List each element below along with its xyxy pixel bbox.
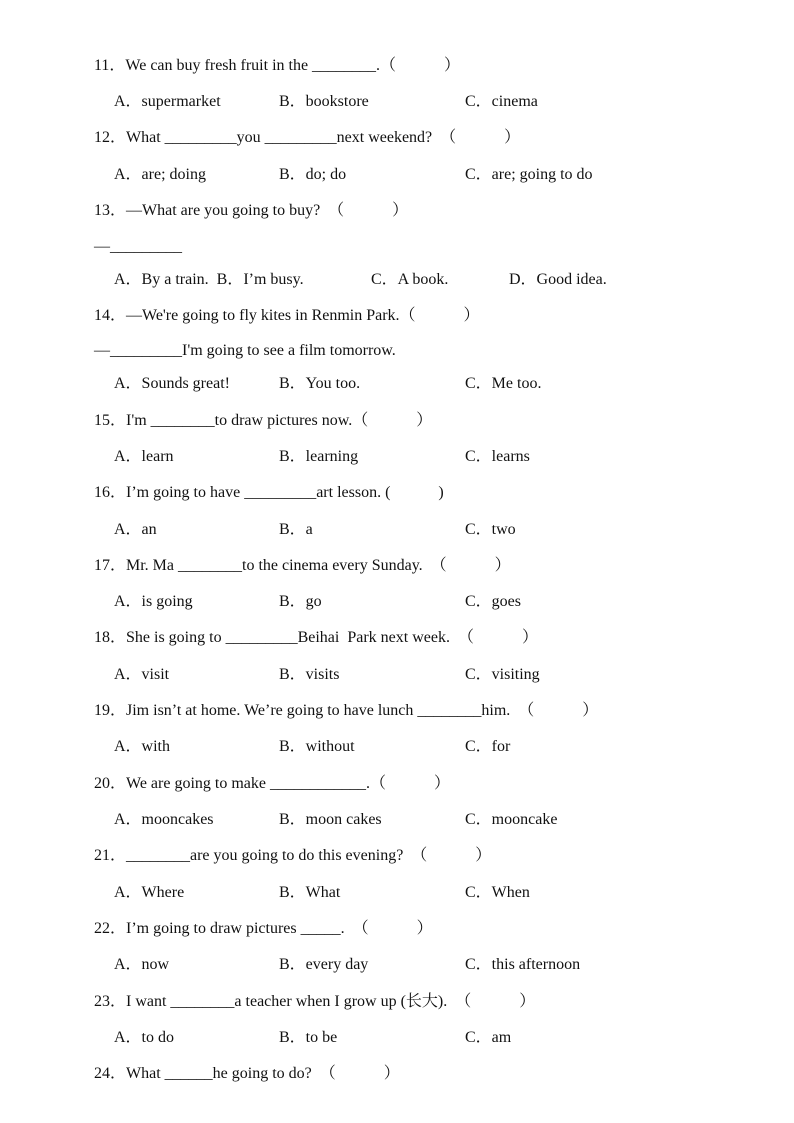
question-16-stem: 16．I’m going to have _________art lesson. ( ) xyxy=(94,484,444,501)
question-12-option-a: A．are; doing xyxy=(114,166,206,183)
question-12-option-c: C．are; going to do xyxy=(465,166,593,183)
question-13-option-d: D．Good idea. xyxy=(509,271,607,288)
question-13-stem: 13．—What are you going to buy? （ ） xyxy=(94,202,409,219)
question-13-option-ab: A．By a train. B．I’m busy. xyxy=(114,271,304,288)
question-23-option-b: B．to be xyxy=(279,1029,338,1046)
question-17-option-a: A．is going xyxy=(114,593,193,610)
question-17-option-b: B．go xyxy=(279,593,322,610)
question-15-option-c: C．learns xyxy=(465,448,530,465)
question-23-option-a: A．to do xyxy=(114,1029,175,1046)
question-18-stem: 18．She is going to _________Beihai Park next week. （ ） xyxy=(94,629,538,646)
question-19-option-c: C．for xyxy=(465,738,511,755)
question-21-option-c: C．When xyxy=(465,884,530,901)
question-17-stem: 17．Mr. Ma ________to the cinema every Sunday. （ ） xyxy=(94,557,511,574)
question-11-option-c: C．cinema xyxy=(465,93,538,110)
question-22-option-c: C．this afternoon xyxy=(465,956,581,973)
question-21-option-a: A．Where xyxy=(114,884,185,901)
question-20-option-c: C．mooncake xyxy=(465,811,558,828)
question-12-option-b: B．do; do xyxy=(279,166,347,183)
question-19-option-b: B．without xyxy=(279,738,355,755)
question-13-reply: —_________ xyxy=(94,238,182,255)
question-18-option-b: B．visits xyxy=(279,666,340,683)
question-15-option-b: B．learning xyxy=(279,448,359,465)
question-18-option-a: A．visit xyxy=(114,666,170,683)
question-11-option-b: B．bookstore xyxy=(279,93,369,110)
question-14-option-a: A．Sounds great! xyxy=(114,375,230,392)
question-13-option-c: C．A book. xyxy=(371,271,449,288)
question-11-stem: 11．We can buy fresh fruit in the ________.（ ） xyxy=(94,57,461,74)
question-14-option-c: C．Me too. xyxy=(465,375,542,392)
question-22-option-a: A．now xyxy=(114,956,170,973)
question-17-option-c: C．goes xyxy=(465,593,522,610)
question-23-option-c: C．am xyxy=(465,1029,512,1046)
question-24-stem: 24．What ______he going to do? （ ） xyxy=(94,1065,400,1082)
question-20-stem: 20．We are going to make ____________.（ ） xyxy=(94,775,450,792)
question-16-option-b: B．a xyxy=(279,521,313,538)
question-20-option-a: A．mooncakes xyxy=(114,811,214,828)
question-16-option-c: C．two xyxy=(465,521,516,538)
question-21-option-b: B．What xyxy=(279,884,341,901)
question-19-option-a: A．with xyxy=(114,738,171,755)
question-12-stem: 12．What _________you _________next weekend? （ ） xyxy=(94,129,521,146)
question-23-stem: 23．I want ________a teacher when I grow up (长大). （ ） xyxy=(94,993,536,1010)
question-22-option-b: B．every day xyxy=(279,956,369,973)
question-22-stem: 22．I’m going to draw pictures _____. （ ） xyxy=(94,920,433,937)
question-19-stem: 19．Jim isn’t at home. We’re going to have lunch ________him. （ ） xyxy=(94,702,599,719)
question-20-option-b: B．moon cakes xyxy=(279,811,382,828)
question-11-option-a: A．supermarket xyxy=(114,93,221,110)
question-16-option-a: A．an xyxy=(114,521,157,538)
question-14-reply: —_________I'm going to see a film tomorrow. xyxy=(94,342,396,359)
question-15-stem: 15．I'm ________to draw pictures now.（ ） xyxy=(94,412,433,429)
question-18-option-c: C．visiting xyxy=(465,666,540,683)
question-21-stem: 21．________are you going to do this evening? （ ） xyxy=(94,847,492,864)
question-14-option-b: B．You too. xyxy=(279,375,361,392)
question-15-option-a: A．learn xyxy=(114,448,174,465)
question-14-stem: 14．—We're going to fly kites in Renmin Park.（ ） xyxy=(94,307,480,324)
